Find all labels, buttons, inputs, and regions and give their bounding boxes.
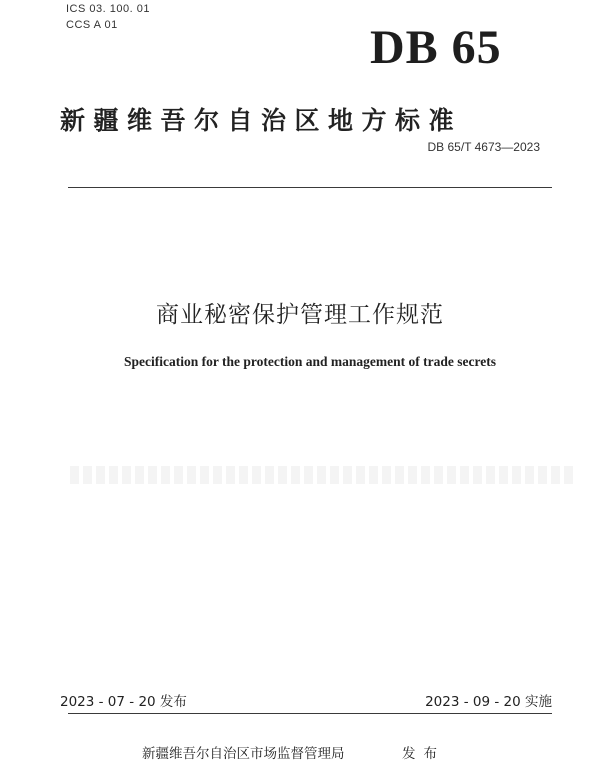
ccs-code: CCS A 01: [66, 19, 118, 31]
publisher-name: 新疆维吾尔自治区市场监督管理局: [142, 746, 345, 762]
top-divider: [68, 187, 552, 188]
ics-code: ICS 03. 100. 01: [66, 3, 150, 15]
document-title-english: Specification for the protection and management of trade secrets: [124, 354, 496, 369]
document-title-chinese: 商业秘密保护管理工作规范: [156, 302, 444, 328]
standard-type-heading: 新疆维吾尔自治区地方标准: [60, 106, 463, 135]
faint-scan-residue: [70, 466, 575, 484]
standard-number: DB 65/T 4673—2023: [427, 140, 540, 154]
implementation-date: 2023 - 09 - 20 实施: [425, 694, 552, 710]
bottom-divider: [68, 713, 552, 714]
publish-label: 发布: [402, 746, 445, 762]
db-standard-logo: DB 65: [370, 21, 502, 74]
issue-date: 2023 - 07 - 20 发布: [60, 694, 187, 710]
